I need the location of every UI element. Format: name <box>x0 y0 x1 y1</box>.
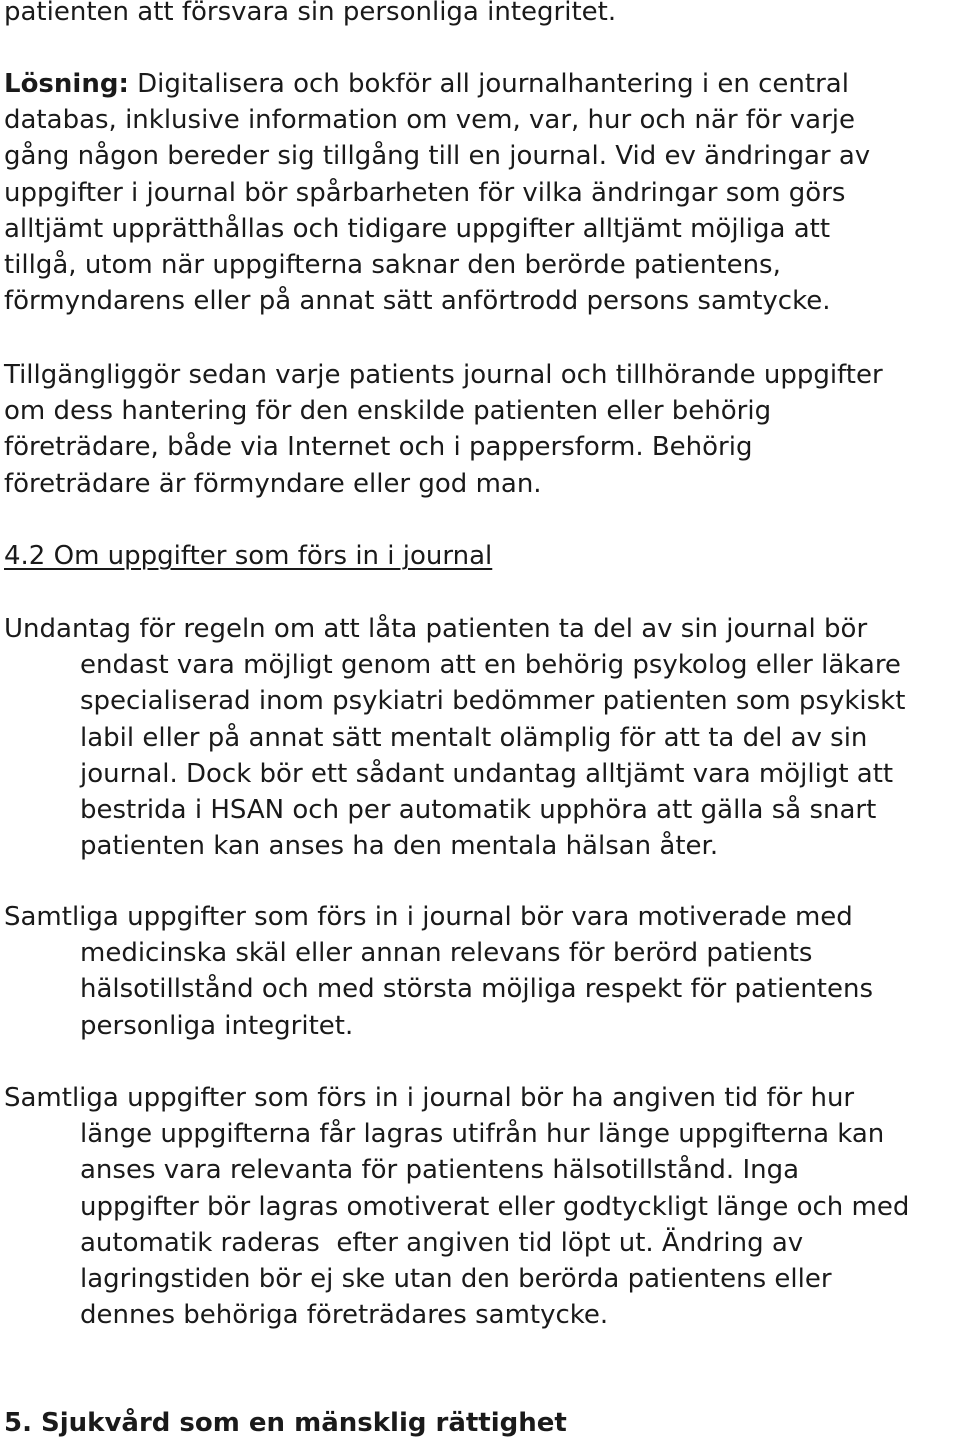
text-line: endast vara möjligt genom att en behörig psykolog eller läkare <box>80 650 901 681</box>
text-line: Samtliga uppgifter som förs in i journal bör vara motiverade med <box>4 902 853 932</box>
text-line: Undantag för regeln om att låta patienten ta del av sin journal bör <box>4 614 868 644</box>
motivated-paragraph <box>4 899 873 1044</box>
text-line: databas, inklusive information om vem, var, hur och när för varje <box>4 105 856 136</box>
section-heading-5 <box>4 1405 567 1441</box>
text-line: patienten kan anses ha den mentala hälsan åter. <box>80 831 719 862</box>
text-line: personliga integritet. <box>80 1010 354 1041</box>
text-line: automatik raderas efter angiven tid löpt ut. Ändring av <box>80 1227 804 1258</box>
solution-line1-text: Digitalisera och bokför all journalhantering i en central <box>128 69 849 99</box>
text-line: företrädare, både via Internet och i pappersform. Behörig <box>4 432 753 463</box>
section-heading-text: 4.2 Om uppgifter som förs in i journal <box>4 541 493 571</box>
section-heading-text: 5. Sjukvård som en mänsklig rättighet <box>4 1408 567 1438</box>
text-line <box>4 66 870 102</box>
text-line: lagringstiden bör ej ske utan den berörda patientens eller <box>80 1263 832 1294</box>
text-line: dennes behöriga företrädares samtycke. <box>80 1300 609 1331</box>
access-paragraph <box>4 357 883 502</box>
text-line: gång någon bereder sig tillgång till en journal. Vid ev ändringar av <box>4 141 871 172</box>
text-line: om dess hantering för den enskilde patienten eller behörig <box>4 396 772 427</box>
text-line: hälsotillstånd och med största möjliga respekt för patientens <box>80 974 874 1005</box>
exception-paragraph <box>4 611 905 864</box>
intro-paragraph <box>4 0 616 30</box>
text-line: patienten att försvara sin personliga integritet. <box>4 0 617 27</box>
text-line: uppgifter bör lagras omotiverat eller godtyckligt länge och med <box>80 1191 910 1222</box>
text-line: Tillgängliggör sedan varje patients journal och tillhörande uppgifter <box>4 360 883 390</box>
storage-paragraph <box>4 1080 909 1333</box>
text-line: journal. Dock bör ett sådant undantag alltjämt vara möjligt att <box>80 758 894 789</box>
text-line: företrädare är förmyndare eller god man. <box>4 468 542 499</box>
text-line: länge uppgifterna får lagras utifrån hur länge uppgifterna kan <box>80 1119 885 1150</box>
text-line: förmyndarens eller på annat sätt anförtrodd persons samtycke. <box>4 286 831 317</box>
text-line: labil eller på annat sätt mentalt olämplig för att ta del av sin <box>80 722 868 753</box>
text-line: alltjämt upprätthållas och tidigare uppgifter alltjämt möjliga att <box>4 213 831 244</box>
text-line: specialiserad inom psykiatri bedömmer patienten som psykiskt <box>80 686 906 717</box>
text-line: uppgifter i journal bör spårbarheten för vilka ändringar som görs <box>4 177 846 208</box>
text-line: tillgå, utom när uppgifterna saknar den berörde patientens, <box>4 249 781 280</box>
text-line: medicinska skäl eller annan relevans för berörd patients <box>80 938 813 969</box>
text-line: bestrida i HSAN och per automatik upphöra att gälla så snart <box>80 794 877 825</box>
text-line: anses vara relevanta för patientens hälsotillstånd. Inga <box>80 1155 800 1186</box>
text-line: Samtliga uppgifter som förs in i journal bör ha angiven tid för hur <box>4 1083 855 1113</box>
section-heading-4-2 <box>4 538 492 574</box>
solution-paragraph <box>4 66 870 319</box>
solution-label: Lösning: <box>4 69 129 99</box>
